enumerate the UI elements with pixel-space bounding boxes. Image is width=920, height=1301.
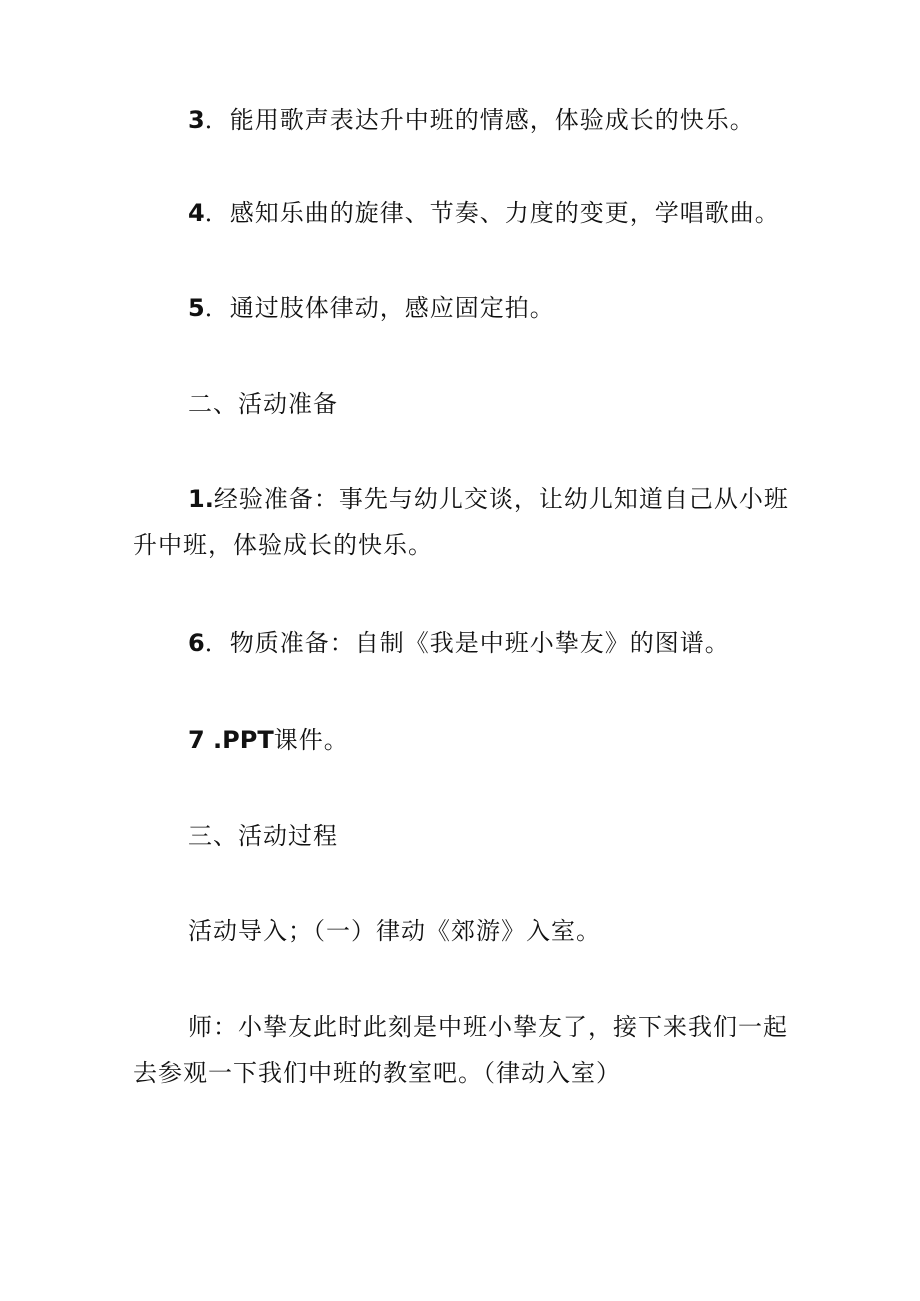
section-heading-process: 三、活动过程 (188, 822, 338, 850)
preparation-item-experience (133, 476, 793, 568)
item-text: ．通过肢体律动，感应固定拍。 (204, 294, 555, 322)
item-number: 3 (188, 106, 205, 134)
activity-intro: 活动导入；（一）律动《郊游》入室。 (188, 917, 601, 945)
preparation-item-ppt (133, 717, 793, 763)
item-number: 4 (188, 199, 205, 227)
item-number: 5 (188, 294, 205, 322)
objective-item-4 (133, 190, 793, 236)
item-number: 1. (188, 485, 214, 513)
teacher-dialogue (133, 1004, 793, 1096)
item-text-line-2: 升中班，体验成长的快乐。 (133, 531, 433, 559)
dialogue-line-1: 师：小挚友此时此刻是中班小挚友了，接下来我们一起 (188, 1013, 788, 1041)
item-number: 6 (188, 629, 205, 657)
dialogue-line-2: 去参观一下我们中班的教室吧。（律动入室） (133, 1059, 621, 1087)
section-heading-preparation: 二、活动准备 (188, 390, 338, 418)
item-text: ．感知乐曲的旋律、节奏、力度的变更，学唱歌曲。 (204, 199, 780, 227)
objective-item-3 (133, 97, 793, 143)
item-text: ．能用歌声表达升中班的情感，体验成长的快乐。 (204, 106, 755, 134)
item-text-line-1: 经验准备：事先与幼儿交谈，让幼儿知道自己从小班 (213, 485, 789, 513)
item-text: 课件。 (273, 726, 349, 754)
preparation-item-materials (133, 620, 793, 666)
item-text: ．物质准备：自制《我是中班小挚友》的图谱。 (204, 629, 730, 657)
objective-item-5 (133, 285, 793, 331)
item-number: 7 .PPT (188, 726, 274, 754)
